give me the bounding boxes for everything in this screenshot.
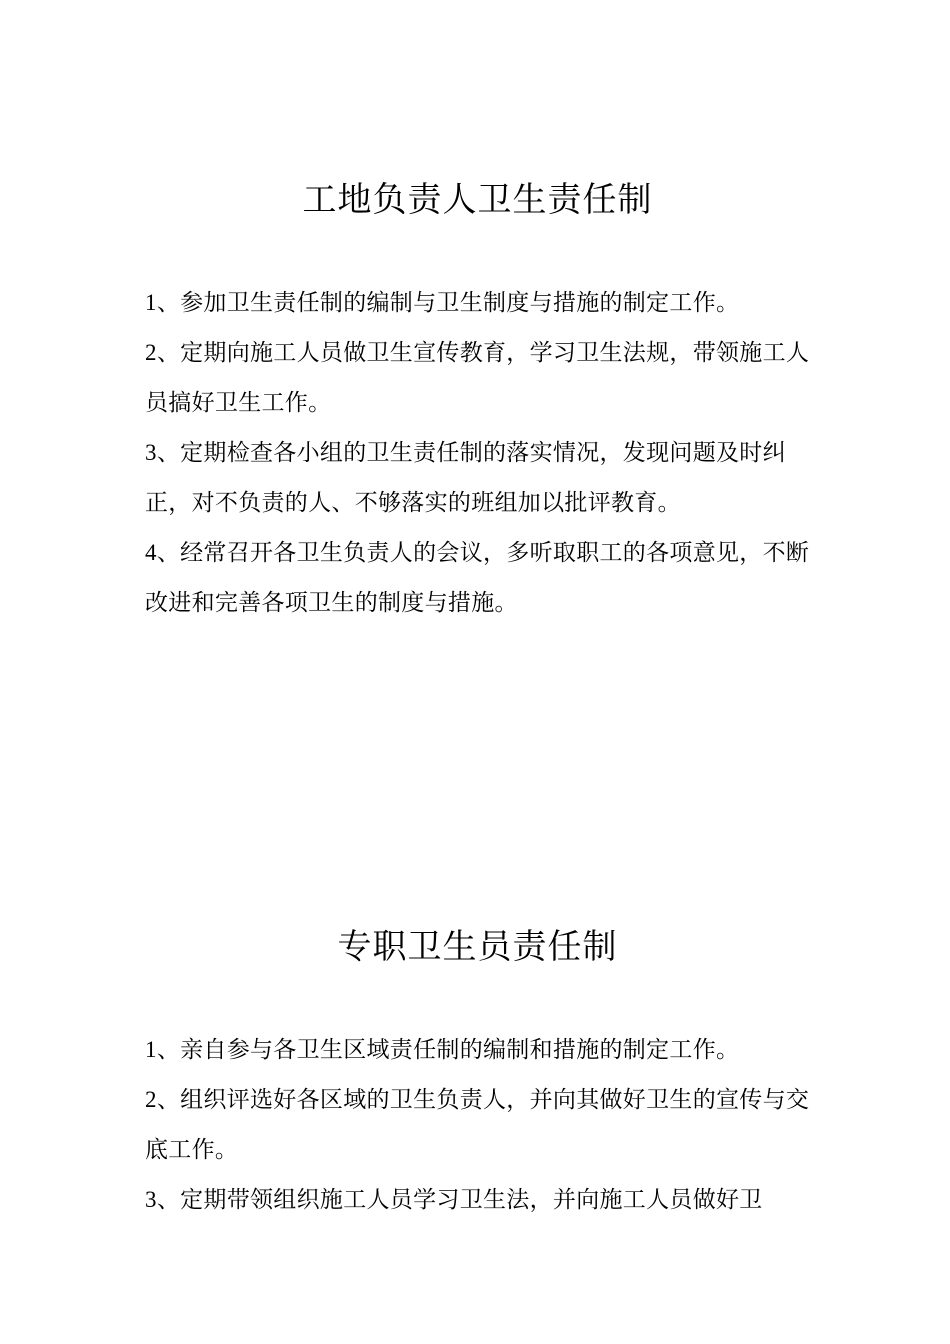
section-title: 专职卫生员责任制 <box>337 927 618 967</box>
item-text: 、亲自参与各卫生区域责任制的编制和措施的制定工作。 <box>156 1037 740 1063</box>
item-text: 、参加卫生责任制的编制与卫生制度与措施的制定工作。 <box>156 290 740 316</box>
item-text: 、定期向施工人员做卫生宣传教育，学习卫生法规，带领施工人员搞好卫生工作。 <box>145 340 810 416</box>
section-sanitation-officer-responsibility <box>145 925 810 1225</box>
list-item <box>145 1175 810 1225</box>
item-number: 4 <box>145 540 157 565</box>
item-number: 1 <box>145 290 157 315</box>
list-item <box>145 328 810 428</box>
item-number: 1 <box>145 1037 157 1062</box>
item-text: 、组织评选好各区域的卫生负责人，并向其做好卫生的宣传与交底工作。 <box>145 1087 810 1163</box>
item-text: 、经常召开各卫生负责人的会议，多听取职工的各项意见，不断改进和完善各项卫生的制度与措施。 <box>145 540 810 616</box>
list-item <box>145 278 810 328</box>
item-number: 3 <box>145 440 157 465</box>
list-item <box>145 1025 810 1075</box>
item-text: 、定期检查各小组的卫生责任制的落实情况，发现问题及时纠正，对不负责的人、不够落实的班组加以批评教育。 <box>145 440 786 516</box>
list-item <box>145 1075 810 1175</box>
list-item <box>145 528 810 628</box>
item-number: 2 <box>145 340 157 365</box>
section-site-manager-responsibility <box>145 178 810 628</box>
list-item <box>145 428 810 528</box>
section-title: 工地负责人卫生责任制 <box>302 180 653 220</box>
item-number: 3 <box>145 1187 157 1212</box>
item-text: 、定期带领组织施工人员学习卫生法，并向施工人员做好卫 <box>156 1187 763 1213</box>
item-number: 2 <box>145 1087 157 1112</box>
